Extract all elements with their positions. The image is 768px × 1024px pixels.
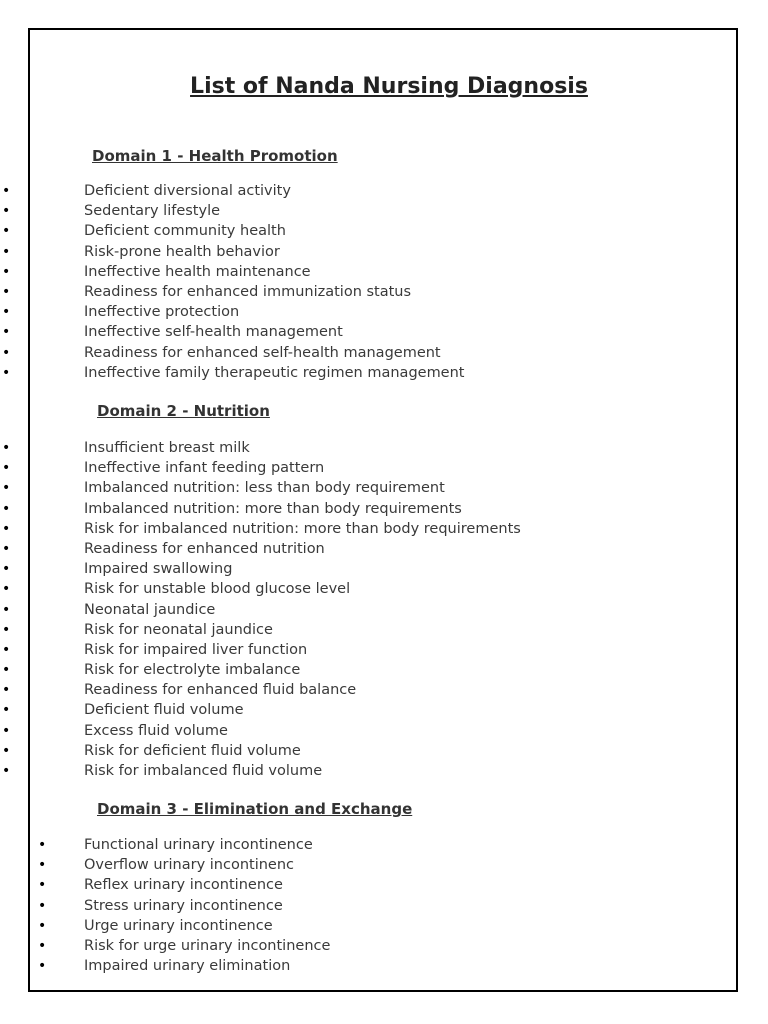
list-item-text: Risk for urge urinary incontinence	[84, 937, 331, 954]
section-heading-domain-3: Domain 3 - Elimination and Exchange	[97, 800, 413, 818]
bullet-icon: •	[38, 837, 47, 853]
list-item	[0, 282, 464, 302]
list-item	[0, 343, 464, 363]
list-item	[0, 181, 464, 201]
list-item	[0, 700, 521, 720]
list-item-text: Risk for electrolyte imbalance	[84, 662, 301, 679]
bullet-icon: •	[2, 243, 11, 260]
list-item	[0, 896, 330, 916]
list-item	[0, 835, 330, 855]
list-item	[0, 458, 521, 478]
list-item-text: Neonatal jaundice	[84, 601, 216, 618]
list-item	[0, 741, 521, 761]
list-item	[0, 322, 464, 342]
list-item-text: Reflex urinary incontinence	[84, 877, 283, 894]
bullet-icon: •	[38, 877, 47, 894]
bullet-icon: •	[2, 480, 11, 497]
bullet-icon: •	[2, 662, 11, 679]
list-item-text: Impaired swallowing	[84, 561, 233, 578]
list-item-text: Risk for imbalanced nutrition: more than body requirements	[84, 520, 521, 537]
bullet-icon: •	[2, 742, 11, 759]
list-item	[0, 680, 521, 700]
list-item-text: Deficient community health	[84, 223, 286, 240]
section-heading-domain-1: Domain 1 - Health Promotion	[92, 147, 338, 165]
bullet-icon: •	[2, 520, 11, 537]
list-item-text: Readiness for enhanced nutrition	[84, 540, 325, 557]
bullet-icon: •	[2, 682, 11, 699]
bullet-icon: •	[38, 958, 47, 975]
list-item-text: Sedentary lifestyle	[84, 203, 221, 220]
list-item	[0, 600, 521, 620]
list-item	[0, 936, 330, 956]
list-item-text: Imbalanced nutrition: less than body requirement	[84, 480, 445, 497]
bullet-icon: •	[2, 540, 11, 557]
list-item	[0, 579, 521, 599]
list-item-text: Functional urinary incontinence	[84, 837, 313, 853]
list-item-text: Readiness for enhanced immunization status	[84, 283, 412, 300]
bullet-icon: •	[2, 440, 11, 456]
bullet-icon: •	[2, 364, 11, 381]
list-item	[0, 855, 330, 875]
bullet-icon: •	[2, 223, 11, 240]
list-item	[0, 242, 464, 262]
list-item	[0, 660, 521, 680]
list-item-text: Ineffective self-health management	[84, 324, 343, 341]
bullet-icon: •	[2, 324, 11, 341]
list-item-text: Readiness for enhanced fluid balance	[84, 682, 357, 699]
bullet-icon: •	[38, 857, 47, 874]
list-item-text: Risk for imbalanced fluid volume	[84, 763, 323, 779]
list-item-text: Stress urinary incontinence	[84, 897, 283, 914]
list-item-text: Overflow urinary incontinenc	[84, 857, 294, 874]
diagnosis-list-domain-3	[0, 835, 330, 976]
list-item-text: Deficient fluid volume	[84, 702, 244, 719]
list-item	[0, 761, 521, 781]
bullet-icon: •	[38, 897, 47, 914]
bullet-icon: •	[2, 641, 11, 658]
list-item-text: Risk for deficient fluid volume	[84, 742, 301, 759]
list-item-text: Risk-prone health behavior	[84, 243, 280, 260]
bullet-icon: •	[2, 621, 11, 638]
list-item	[0, 221, 464, 241]
list-item	[0, 499, 521, 519]
diagnosis-list-domain-1	[0, 181, 464, 383]
list-item-text: Risk for neonatal jaundice	[84, 621, 273, 638]
bullet-icon: •	[2, 183, 11, 199]
list-item	[0, 438, 521, 458]
list-item	[0, 519, 521, 539]
bullet-icon: •	[2, 203, 11, 220]
bullet-icon: •	[2, 561, 11, 578]
list-item	[0, 956, 330, 976]
list-item-text: Risk for impaired liver function	[84, 641, 308, 658]
list-item-text: Readiness for enhanced self-health management	[84, 344, 441, 361]
list-item	[0, 478, 521, 498]
list-item-text: Excess fluid volume	[84, 722, 228, 739]
list-item	[0, 559, 521, 579]
list-item	[0, 539, 521, 559]
bullet-icon: •	[2, 601, 11, 618]
bullet-icon: •	[2, 460, 11, 477]
list-item	[0, 875, 330, 895]
bullet-icon: •	[38, 937, 47, 954]
bullet-icon: •	[2, 763, 11, 779]
list-item-text: Ineffective infant feeding pattern	[84, 460, 325, 477]
bullet-icon: •	[2, 344, 11, 361]
list-item-text: Urge urinary incontinence	[84, 917, 273, 934]
list-item-text: Risk for unstable blood glucose level	[84, 581, 351, 598]
bullet-icon: •	[2, 283, 11, 300]
bullet-icon: •	[2, 304, 11, 321]
list-item	[0, 916, 330, 936]
section-heading-domain-2: Domain 2 - Nutrition	[97, 402, 270, 420]
list-item-text: Ineffective health maintenance	[84, 263, 311, 280]
list-item	[0, 262, 464, 282]
list-item-text: Imbalanced nutrition: more than body requirements	[84, 500, 462, 517]
list-item	[0, 302, 464, 322]
list-item-text: Deficient diversional activity	[84, 183, 291, 199]
list-item-text: Insufficient breast milk	[84, 440, 250, 456]
list-item	[0, 620, 521, 640]
list-item	[0, 721, 521, 741]
list-item	[0, 640, 521, 660]
document-title: List of Nanda Nursing Diagnosis	[190, 74, 588, 99]
bullet-icon: •	[38, 917, 47, 934]
bullet-icon: •	[2, 500, 11, 517]
list-item	[0, 201, 464, 221]
bullet-icon: •	[2, 263, 11, 280]
bullet-icon: •	[2, 722, 11, 739]
bullet-icon: •	[2, 581, 11, 598]
bullet-icon: •	[2, 702, 11, 719]
list-item-text: Ineffective protection	[84, 304, 240, 321]
list-item	[0, 363, 464, 383]
list-item-text: Impaired urinary elimination	[84, 958, 291, 975]
diagnosis-list-domain-2	[0, 438, 521, 781]
list-item-text: Ineffective family therapeutic regimen management	[84, 364, 465, 381]
